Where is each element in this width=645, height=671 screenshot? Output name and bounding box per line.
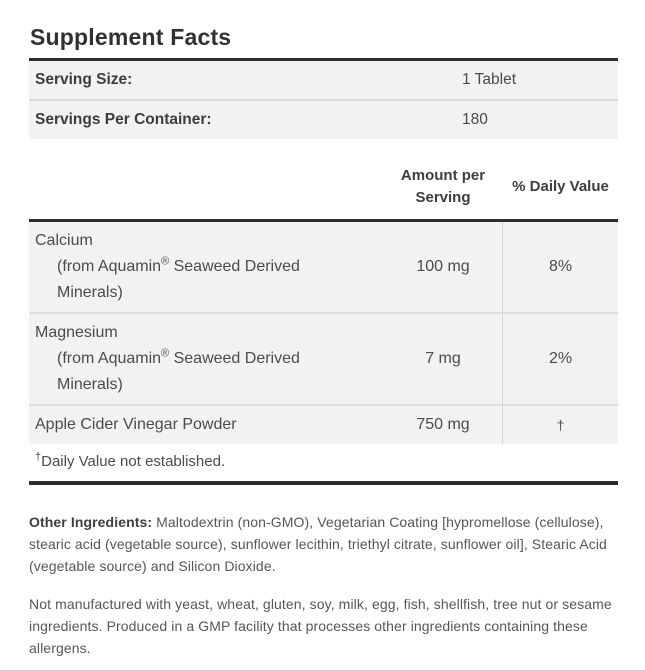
nutrient-name: Apple Cider Vinegar Powder: [35, 416, 237, 433]
servings-per-container-row: [29, 99, 618, 139]
detail-text: Seaweed Derived Minerals): [57, 258, 300, 301]
nutrient-daily-value: 2%: [548, 350, 573, 367]
nutrient-daily-value-dagger: †: [556, 417, 565, 433]
detail-text: Seaweed Derived Minerals): [57, 350, 300, 393]
header-amount-per-serving: Amount per Serving: [400, 167, 486, 206]
serving-size-value: 1 Tablet: [462, 71, 517, 88]
allergen-statement: Not manufactured with yeast, wheat, gluten, soy, milk, egg, fish, shellfish, tree nut or sesame ingredients. Produced in a GMP facility that processes other ingredients containing these allergens.: [29, 596, 612, 656]
registered-trademark-symbol: ®: [161, 255, 170, 268]
table-row-magnesium: [29, 312, 618, 404]
nutrient-name-cell: [29, 412, 383, 438]
nutrient-source-detail: [35, 346, 330, 398]
daily-value-footnote: [29, 444, 618, 481]
nutrient-name: Magnesium: [35, 324, 118, 341]
detail-text: (from Aquamin: [57, 350, 162, 367]
header-percent-daily-value: % Daily Value: [512, 178, 609, 195]
nutrient-name-cell: [29, 228, 383, 306]
serving-info: [29, 61, 618, 139]
other-ingredients-text: Maltodextrin (non-GMO), Vegetarian Coating [hypromellose (cellulose), stearic acid (vegetable source), sunflower lecithin, triethyl citrate, sunflower oil], Stearic Acid (vegetable source) and Silicon Dioxide.: [29, 514, 607, 574]
panel-title: Supplement Facts: [30, 24, 232, 50]
nutrient-name-cell: [29, 320, 383, 398]
nutrient-amount: 7 mg: [425, 350, 461, 367]
servings-per-container-value: 180: [462, 111, 488, 128]
nutrient-name: Calcium: [35, 232, 93, 249]
divider-bottom: [29, 481, 618, 485]
nutrient-daily-value: 8%: [548, 258, 573, 275]
table-header: [29, 165, 618, 219]
table-row-apple-cider-vinegar: [29, 404, 618, 444]
column-divider: [502, 222, 503, 444]
registered-trademark-symbol: ®: [161, 347, 170, 360]
footnote-text: Daily Value not established.: [41, 453, 226, 470]
servings-per-container-label: Servings Per Container:: [35, 111, 212, 128]
table-row-calcium: [29, 222, 618, 312]
serving-size-row: [29, 61, 618, 99]
nutrient-table: [29, 222, 618, 444]
dagger-symbol: †: [35, 451, 42, 463]
other-ingredients-paragraph: [29, 511, 618, 577]
nutrient-source-detail: [35, 254, 330, 306]
serving-size-label: Serving Size:: [35, 71, 133, 88]
detail-text: (from Aquamin: [57, 258, 162, 275]
other-ingredients-label: Other Ingredients:: [29, 514, 153, 530]
nutrient-amount: 100 mg: [416, 258, 470, 275]
nutrient-amount: 750 mg: [416, 416, 470, 433]
